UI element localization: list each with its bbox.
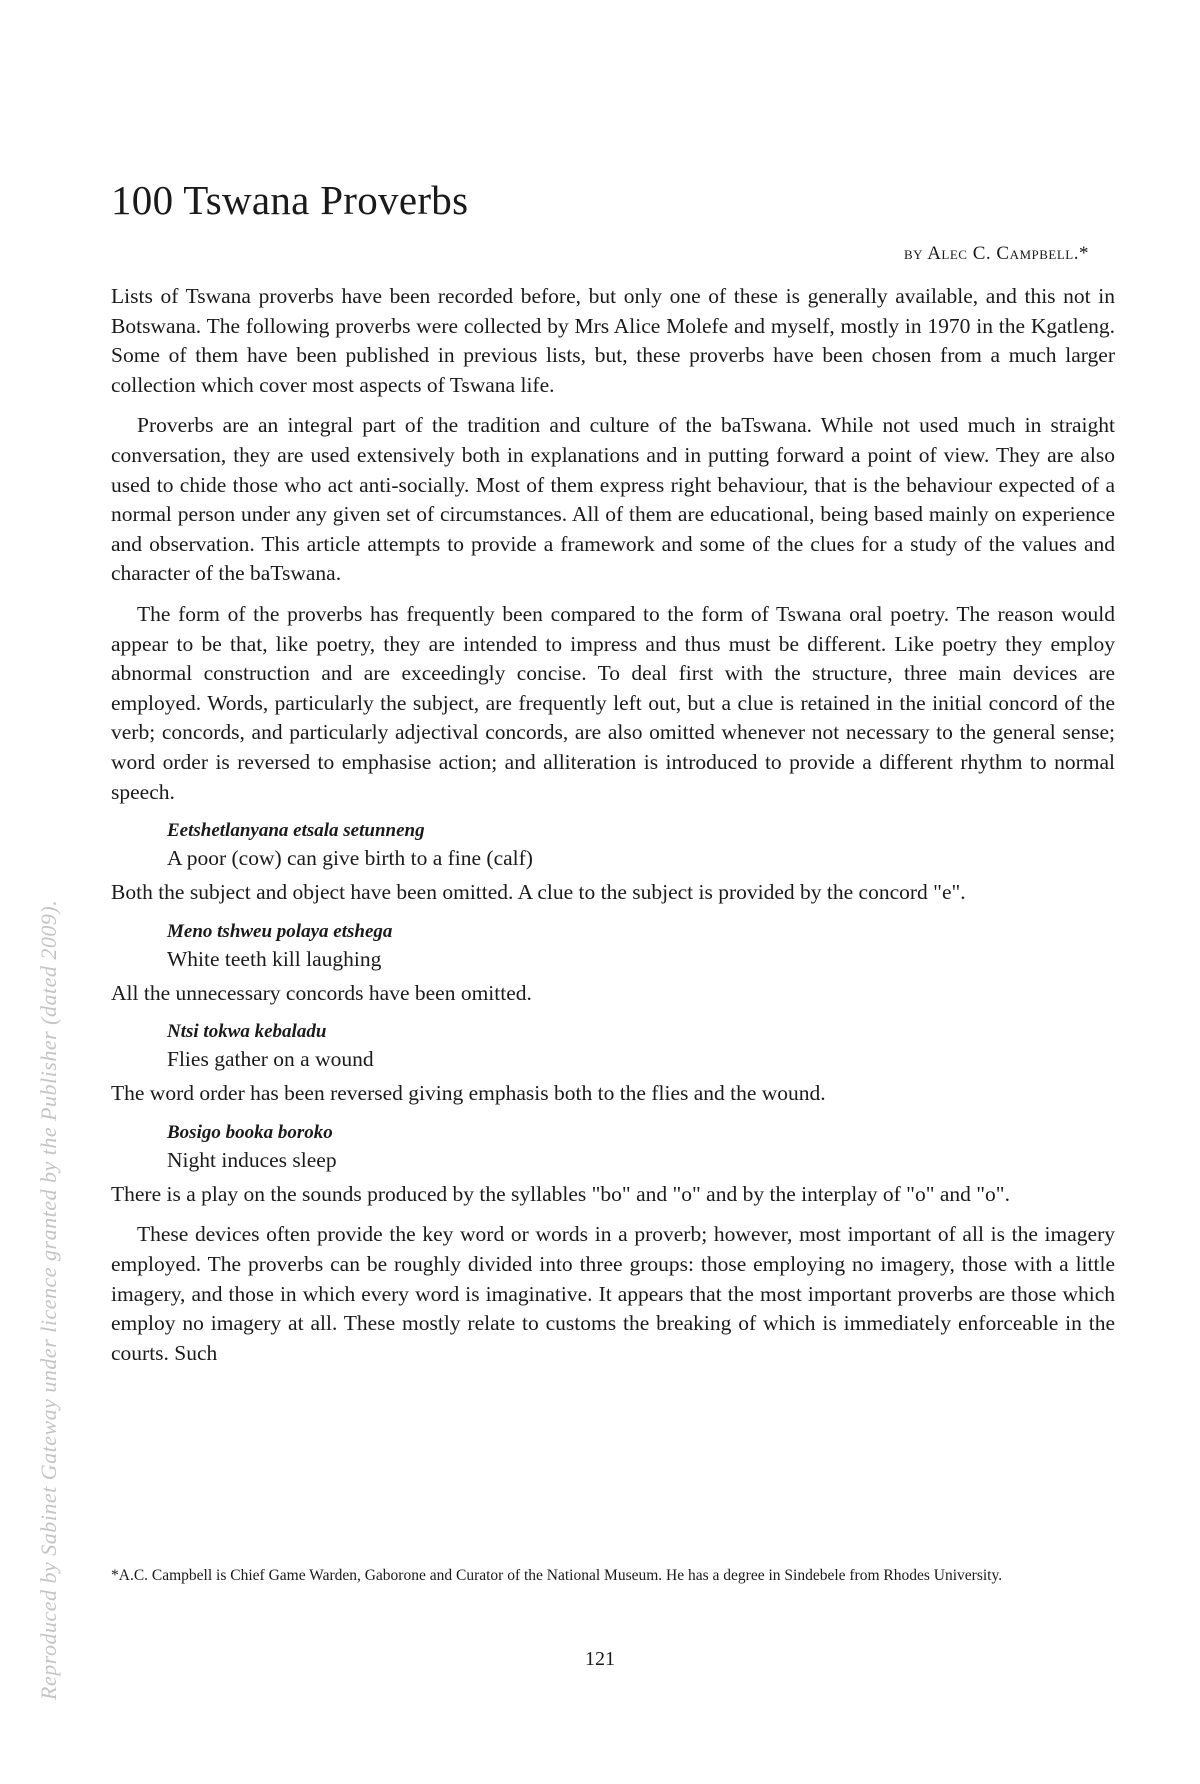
article-title: 100 Tswana Proverbs [111, 177, 469, 223]
article-body [111, 282, 1115, 1379]
paragraph: The form of the proverbs has frequently been compared to the form of Tswana oral poetry. The reason would appear to be that, like poetry, they are intended to impress and thus must be different. Like poetry they employ abnormal construction and are exceedingly concise. To deal first with the structure, three main devices are employed. Words, particularly the subject, are frequently left out, but a clue is retained in the initial concord of the verb; concords, and particularly adjectival concords, are also omitted whenever not necessary to the general sense; word order is reversed to emphasise action; and alliteration is introduced to provide a different rhythm to normal speech. [111, 601, 1115, 804]
proverb-tswana: Bosigo booka boroko [167, 1121, 333, 1143]
proverb-example [167, 818, 1115, 872]
author-byline: by Alec C. Campbell.* [903, 243, 1089, 264]
proverb-translation: A poor (cow) can give birth to a fine (calf) [167, 846, 533, 871]
proverb-tswana: Ntsi tokwa kebaladu [167, 1021, 327, 1043]
proverb-example [167, 1120, 1115, 1174]
proverb-comment: All the unnecessary concords have been omitted. [111, 980, 532, 1005]
paragraph: Lists of Tswana proverbs have been recorded before, but only one of these is generally available, and this not in Botswana. The following proverbs were collected by Mrs Alice Molefe and myself, mostly in 1970 in the Kgatleng. Some of them have been published in previous lists, but, these proverbs have been chosen from a much larger collection which cover most aspects of Tswana life. [111, 284, 1115, 397]
page-number: 121 [585, 1648, 615, 1670]
proverb-comment: Both the subject and object have been omitted. A clue to the subject is provided by the concord "e". [111, 880, 966, 905]
proverb-example [167, 919, 1115, 973]
proverb-comment: The word order has been reversed giving emphasis both to the flies and the wound. [111, 1081, 826, 1106]
proverb-tswana: Eetshetlanyana etsala setunneng [167, 820, 425, 842]
proverb-translation: Night induces sleep [167, 1147, 337, 1172]
copyright-watermark: Reproduced by Sabinet Gateway under licence granted by the Publisher (dated 2009). [36, 899, 61, 1700]
proverb-example [167, 1019, 1115, 1073]
proverb-comment: There is a play on the sounds produced by the syllables "bo" and "o" and by the interplay of "o" and "o". [111, 1181, 1010, 1206]
proverb-translation: White teeth kill laughing [167, 946, 382, 971]
proverb-translation: Flies gather on a wound [167, 1047, 374, 1072]
paragraph: Proverbs are an integral part of the tradition and culture of the baTswana. While not used much in straight conversation, they are used extensively both in explanations and in putting forward a point of view. They are also used to chide those who act anti-socially. Most of them express right behaviour, that is the behaviour expected of a normal person under any given set of circumstances. All of them are educational, being based mainly on experience and observation. This article attempts to provide a framework and some of the clues for a study of the values and character of the baTswana. [111, 413, 1115, 586]
author-footnote: *A.C. Campbell is Chief Game Warden, Gaborone and Curator of the National Museum. He has a degree in Sindebele from Rhodes University. [111, 1567, 1003, 1584]
proverb-tswana: Meno tshweu polaya etshega [167, 920, 393, 942]
paragraph: These devices often provide the key word or words in a proverb; however, most important of all is the imagery employed. The proverbs can be roughly divided into three groups: those employing no imagery, those with a little imagery, and those in which every word is imaginative. It appears that the most important proverbs are those which employ no imagery at all. These mostly relate to customs the breaking of which is immediately enforceable in the courts. Such [111, 1222, 1115, 1365]
